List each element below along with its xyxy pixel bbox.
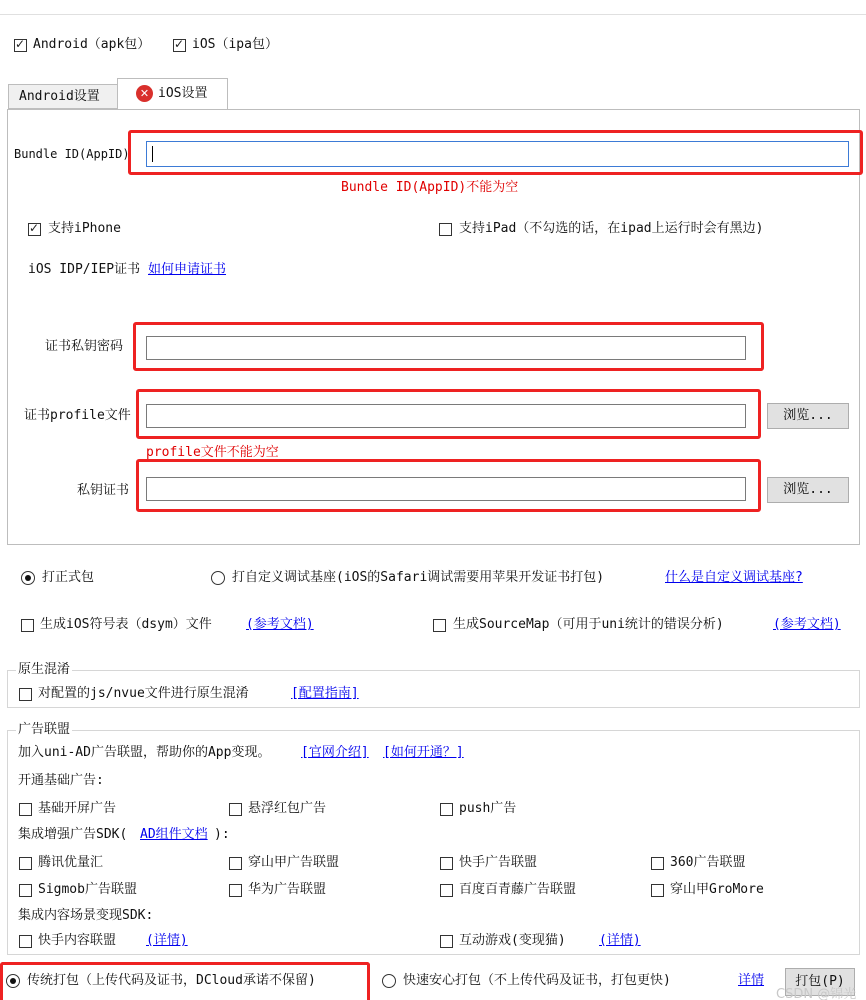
ad-splash-label: 基础开屏广告 bbox=[38, 801, 117, 816]
ad-splash-checkbox[interactable] bbox=[19, 803, 32, 816]
ad-360-label: 360广告联盟 bbox=[670, 855, 746, 870]
key-password-highlight bbox=[133, 322, 764, 371]
cert-label: iOS IDP/IEP证书 bbox=[28, 262, 141, 277]
ad-gromore-label: 穿山甲GroMore bbox=[670, 882, 764, 897]
profile-error: profile文件不能为空 bbox=[146, 445, 279, 460]
profile-highlight bbox=[136, 389, 761, 439]
ad-kuaishou-checkbox[interactable] bbox=[440, 857, 453, 870]
dsym-label: 生成iOS符号表（dsym）文件 bbox=[40, 617, 212, 632]
custom-base-help-link[interactable]: 什么是自定义调试基座? bbox=[665, 570, 803, 585]
custom-base-label: 打自定义调试基座(iOS的Safari调试需要用苹果开发证书打包) bbox=[232, 570, 605, 585]
obfuscation-guide-link[interactable]: [配置指南] bbox=[291, 686, 359, 701]
ad-tencent-label: 腾讯优量汇 bbox=[38, 855, 104, 870]
ad-tencent-checkbox[interactable] bbox=[19, 857, 32, 870]
traditional-pack-label: 传统打包（上传代码及证书，DCloud承诺不保留) bbox=[27, 973, 316, 988]
fast-pack-label: 快速安心打包（不上传代码及证书，打包更快) bbox=[403, 973, 671, 988]
ad-360-checkbox[interactable] bbox=[651, 857, 664, 870]
obfuscation-title: 原生混淆 bbox=[18, 662, 71, 677]
pack-details-link[interactable]: 详情 bbox=[738, 973, 765, 988]
ad-baidu-label: 百度百青藤广告联盟 bbox=[459, 882, 577, 897]
ad-gromore-checkbox[interactable] bbox=[651, 884, 664, 897]
formal-build-label: 打正式包 bbox=[42, 570, 95, 585]
private-cert-browse-button[interactable]: 浏览... bbox=[767, 477, 849, 503]
enhanced-ads-docs-link[interactable]: AD组件文档 bbox=[140, 827, 208, 842]
custom-base-radio[interactable] bbox=[211, 571, 225, 585]
ad-baidu-checkbox[interactable] bbox=[440, 884, 453, 897]
ad-redpacket-checkbox[interactable] bbox=[229, 803, 242, 816]
ad-redpacket-label: 悬浮红包广告 bbox=[248, 801, 327, 816]
sourcemap-label: 生成SourceMap（可用于uni统计的错误分析) bbox=[453, 617, 724, 632]
pack-button[interactable]: 打包(P) bbox=[785, 968, 855, 996]
fast-pack-radio[interactable] bbox=[382, 974, 396, 988]
android-checkbox[interactable] bbox=[14, 39, 27, 52]
private-cert-highlight bbox=[136, 459, 761, 512]
ad-kuaishou-content-link[interactable]: (详情) bbox=[146, 933, 188, 948]
ads-title: 广告联盟 bbox=[18, 722, 71, 737]
ad-kuaishou-label: 快手广告联盟 bbox=[459, 855, 538, 870]
ad-push-checkbox[interactable] bbox=[440, 803, 453, 816]
enhanced-ads-prefix: 集成增强广告SDK( bbox=[18, 827, 128, 842]
obfuscation-label: 对配置的js/nvue文件进行原生混淆 bbox=[38, 686, 249, 701]
ad-huawei-label: 华为广告联盟 bbox=[248, 882, 327, 897]
basic-ads-title: 开通基础广告: bbox=[18, 773, 104, 788]
ad-sigmob-label: Sigmob广告联盟 bbox=[38, 882, 137, 897]
ad-kuaishou-content-label: 快手内容联盟 bbox=[38, 933, 117, 948]
dsym-docs-link[interactable]: (参考文档) bbox=[246, 617, 314, 632]
traditional-pack-highlight bbox=[0, 962, 370, 1000]
ipad-checkbox[interactable] bbox=[439, 223, 452, 236]
formal-build-radio[interactable] bbox=[21, 571, 35, 585]
cert-help-link[interactable]: 如何申请证书 bbox=[148, 262, 227, 277]
ios-label: iOS（ipa包） bbox=[192, 37, 278, 52]
ad-huawei-checkbox[interactable] bbox=[229, 884, 242, 897]
top-divider bbox=[0, 14, 866, 15]
bundle-id-error: Bundle ID(AppID)不能为空 bbox=[341, 180, 519, 195]
profile-browse-button[interactable]: 浏览... bbox=[767, 403, 849, 429]
ad-pangle-label: 穿山甲广告联盟 bbox=[248, 855, 340, 870]
ads-official-link[interactable]: [官网介绍] bbox=[301, 745, 369, 760]
ios-checkbox[interactable] bbox=[173, 39, 186, 52]
bundle-id-highlight bbox=[128, 130, 863, 175]
ad-pangle-checkbox[interactable] bbox=[229, 857, 242, 870]
tab-android-settings[interactable] bbox=[8, 84, 118, 109]
tab-android-label: Android设置 bbox=[19, 89, 100, 104]
profile-label: 证书profile文件 bbox=[24, 408, 131, 423]
ad-kuaishou-content-checkbox[interactable] bbox=[19, 935, 32, 948]
error-icon: ✕ bbox=[136, 85, 153, 102]
ad-game-label: 互动游戏(变现猫) bbox=[459, 933, 566, 948]
bundle-id-label: Bundle ID(AppID) bbox=[14, 147, 130, 161]
ads-howto-link[interactable]: [如何开通？] bbox=[383, 745, 464, 760]
iphone-label: 支持iPhone bbox=[48, 221, 121, 236]
ads-intro: 加入uni-AD广告联盟，帮助你的App变现。 bbox=[18, 745, 271, 760]
ad-push-label: push广告 bbox=[459, 801, 517, 816]
ad-sigmob-checkbox[interactable] bbox=[19, 884, 32, 897]
obfuscation-checkbox[interactable] bbox=[19, 688, 32, 701]
private-cert-label: 私钥证书 bbox=[77, 483, 130, 498]
sourcemap-checkbox[interactable] bbox=[433, 619, 446, 632]
content-ads-title: 集成内容场景变现SDK: bbox=[18, 908, 154, 923]
key-password-label: 证书私钥密码 bbox=[45, 339, 124, 354]
android-label: Android（apk包） bbox=[33, 37, 151, 52]
tab-ios-label: iOS设置 bbox=[158, 86, 208, 101]
tab-ios-settings[interactable] bbox=[117, 78, 228, 110]
ad-game-checkbox[interactable] bbox=[440, 935, 453, 948]
watermark: CSDN @锦光 bbox=[776, 987, 857, 1000]
dsym-checkbox[interactable] bbox=[21, 619, 34, 632]
ipad-label: 支持iPad（不勾选的话，在ipad上运行时会有黑边) bbox=[459, 221, 764, 236]
sourcemap-docs-link[interactable]: (参考文档) bbox=[773, 617, 841, 632]
enhanced-ads-suffix: ): bbox=[214, 827, 230, 842]
ad-game-link[interactable]: (详情) bbox=[599, 933, 641, 948]
iphone-checkbox[interactable] bbox=[28, 223, 41, 236]
